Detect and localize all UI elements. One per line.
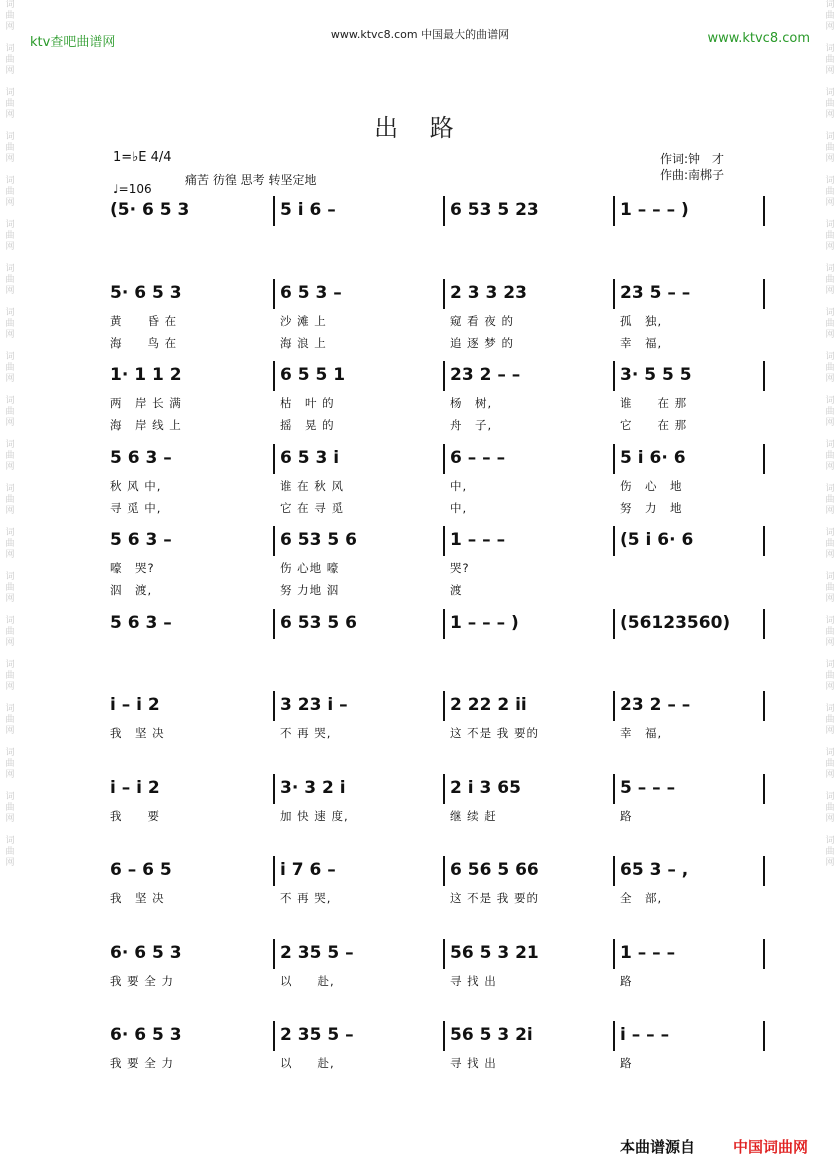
bar-line <box>443 444 445 474</box>
lyric-segment: 路 <box>620 809 633 823</box>
measure: i – – – <box>620 1025 670 1045</box>
bar-line <box>613 691 615 721</box>
measure: 2 35 5 – <box>280 943 354 963</box>
measure: 6· 6 5 3 <box>110 1025 182 1045</box>
measure: 1· 1 1 2 <box>110 365 182 385</box>
bar-line <box>613 609 615 639</box>
measure: 1 – – – ) <box>620 200 689 220</box>
measure: 23 2 – – <box>450 365 521 385</box>
measure: 6 5 3 i <box>280 448 340 468</box>
lyric-segment: 海 浪 上 <box>280 336 327 350</box>
site-header-center: www.ktvc8.com 中国最大的曲谱网 <box>330 28 510 41</box>
bar-line <box>443 691 445 721</box>
lyric-segment: 海 岸 线 上 <box>110 418 182 432</box>
measure: (5· 6 5 3 <box>110 200 190 220</box>
measure: 6 53 5 6 <box>280 530 357 550</box>
bar-line <box>613 361 615 391</box>
measure: 6 53 5 23 <box>450 200 539 220</box>
bar-line <box>763 444 765 474</box>
lyric-segment: 伤 心地 嚎 <box>280 561 340 575</box>
lyric-segment: 努 力地 泅 <box>280 583 340 597</box>
measure: 2 22 2 ii <box>450 695 527 715</box>
lyric-segment: 谁 在 那 <box>620 396 688 410</box>
bar-line <box>443 361 445 391</box>
bar-line <box>443 279 445 309</box>
bar-line <box>273 609 275 639</box>
site-link-right[interactable]: www.ktvc8.com <box>707 31 810 46</box>
lyric-segment: 追 逐 梦 的 <box>450 336 514 350</box>
bar-line <box>273 856 275 886</box>
lyric-segment: 这 不是 我 要的 <box>450 891 539 905</box>
lyric-segment: 路 <box>620 1056 633 1070</box>
measure: 5 6 3 – <box>110 613 172 633</box>
lyric-segment: 以 赴, <box>280 1056 335 1070</box>
lyric-segment: 中, <box>450 501 468 515</box>
measure: 23 2 – – <box>620 695 691 715</box>
lyric-segment: 摇 晃 的 <box>280 418 335 432</box>
measure: 2 3 3 23 <box>450 283 527 303</box>
lyric-segment: 不 再 哭, <box>280 891 332 905</box>
measure: 3 23 i – <box>280 695 348 715</box>
lyric-segment: 寻 觅 中, <box>110 501 162 515</box>
measure: 5 – – – <box>620 778 676 798</box>
measure: 6 5 3 – <box>280 283 342 303</box>
lyric-segment: 它 在 寻 觅 <box>280 501 344 515</box>
measure: 6 56 5 66 <box>450 860 539 880</box>
bar-line <box>763 279 765 309</box>
bar-line <box>763 691 765 721</box>
measure: 23 5 – – <box>620 283 691 303</box>
lyric-segment: 我 要 全 力 <box>110 974 174 988</box>
bar-line <box>613 856 615 886</box>
lyric-segment: 泅 渡, <box>110 583 153 597</box>
lyric-segment: 寻 找 出 <box>450 974 497 988</box>
lyric-segment: 寻 找 出 <box>450 1056 497 1070</box>
measure: 6 53 5 6 <box>280 613 357 633</box>
bar-line <box>763 1021 765 1051</box>
measure: 6· 6 5 3 <box>110 943 182 963</box>
measure: 5· 6 5 3 <box>110 283 182 303</box>
lyric-segment: 努 力 地 <box>620 501 683 515</box>
key-signature: 1=♭E 4/4 <box>113 150 172 165</box>
bar-line <box>613 939 615 969</box>
bar-line <box>613 526 615 556</box>
bar-line <box>273 279 275 309</box>
lyric-segment: 嚎 哭? <box>110 561 155 575</box>
lyric-segment: 哭? <box>450 561 470 575</box>
lyric-segment: 我 要 <box>110 809 160 823</box>
bar-line <box>273 526 275 556</box>
lyric-segment: 两 岸 长 满 <box>110 396 182 410</box>
bar-line <box>273 361 275 391</box>
measure: 6 – 6 5 <box>110 860 172 880</box>
site-link-left[interactable]: ktv查吧曲谱网 <box>30 35 116 50</box>
composer: 作曲:南梆子 <box>660 168 725 182</box>
measure: i 7 6 – <box>280 860 336 880</box>
lyric-segment: 渡 <box>450 583 463 597</box>
lyric-segment: 继 续 赶 <box>450 809 497 823</box>
bar-line <box>273 196 275 226</box>
bar-line <box>763 609 765 639</box>
bar-line <box>763 939 765 969</box>
measure: 56 5 3 2i <box>450 1025 533 1045</box>
measure: 5 i 6 – <box>280 200 336 220</box>
lyric-segment: 路 <box>620 974 633 988</box>
measure: 65 3 – , <box>620 860 689 880</box>
lyric-segment: 海 鸟 在 <box>110 336 178 350</box>
bar-line <box>443 856 445 886</box>
source-site[interactable]: 中国词曲网 <box>732 1138 808 1156</box>
bar-line <box>443 196 445 226</box>
measure: i – i 2 <box>110 778 160 798</box>
bar-line <box>273 1021 275 1051</box>
bar-line <box>443 774 445 804</box>
bar-line <box>613 444 615 474</box>
lyric-segment: 不 再 哭, <box>280 726 332 740</box>
measure: 6 – – – <box>450 448 506 468</box>
measure: i – i 2 <box>110 695 160 715</box>
source-label: 本曲谱源自 <box>619 1138 695 1156</box>
lyric-segment: 全 部, <box>620 891 663 905</box>
lyric-segment: 我 要 全 力 <box>110 1056 174 1070</box>
bar-line <box>273 774 275 804</box>
measure: 2 i 3 65 <box>450 778 521 798</box>
lyric-segment: 孤 独, <box>620 314 663 328</box>
bar-line <box>613 279 615 309</box>
lyric-segment: 以 赴, <box>280 974 335 988</box>
bar-line <box>443 526 445 556</box>
lyric-segment: 秋 风 中, <box>110 479 162 493</box>
lyric-segment: 这 不是 我 要的 <box>450 726 539 740</box>
measure: 5 6 3 – <box>110 448 172 468</box>
lyric-segment: 沙 滩 上 <box>280 314 327 328</box>
lyric-segment: 窥 看 夜 的 <box>450 314 514 328</box>
expression-mark: 痛苦 彷徨 思考 转坚定地 <box>185 173 317 187</box>
bar-line <box>763 361 765 391</box>
lyric-segment: 它 在 那 <box>620 418 688 432</box>
bar-line <box>763 856 765 886</box>
watermark-right: 词 曲 网 词 曲 网 词 曲 网 词 曲 网 词 曲 网 词 曲 网 词 曲 网 词 曲 网 词 曲 网 词 曲 网 词 曲 网 词 曲 网 词 曲 网 词 曲 网 词 曲 网 词 曲 网 词 曲 网 词 曲 网 词 曲 网 词 曲 网 <box>825 0 835 868</box>
lyric-segment: 黄 昏 在 <box>110 314 178 328</box>
lyric-segment: 我 坚 决 <box>110 891 165 905</box>
measure: 1 – – – ) <box>450 613 519 633</box>
lyric-segment: 我 坚 决 <box>110 726 165 740</box>
song-title: 出 路 <box>374 114 466 142</box>
lyric-segment: 杨 树, <box>450 396 493 410</box>
bar-line <box>763 774 765 804</box>
bar-line <box>443 1021 445 1051</box>
bar-line <box>443 609 445 639</box>
bar-line <box>763 196 765 226</box>
lyric-segment: 舟 子, <box>450 418 493 432</box>
lyricist: 作词:钟 才 <box>660 152 725 166</box>
measure: 1 – – – <box>450 530 506 550</box>
measure: 6 5 5 1 <box>280 365 346 385</box>
measure: 3· 5 5 5 <box>620 365 692 385</box>
tempo-mark: ♩=106 <box>113 182 152 196</box>
lyric-segment: 幸 福, <box>620 726 663 740</box>
bar-line <box>763 526 765 556</box>
watermark-left: 词 曲 网 词 曲 网 词 曲 网 词 曲 网 词 曲 网 词 曲 网 词 曲 网 词 曲 网 词 曲 网 词 曲 网 词 曲 网 词 曲 网 词 曲 网 词 曲 网 词 曲 网 词 曲 网 词 曲 网 词 曲 网 词 曲 网 词 曲 网 <box>5 0 15 868</box>
bar-line <box>273 444 275 474</box>
measure: 56 5 3 21 <box>450 943 539 963</box>
measure: 3· 3 2 i <box>280 778 346 798</box>
bar-line <box>613 196 615 226</box>
measure: (5 i 6· 6 <box>620 530 694 550</box>
lyric-segment: 中, <box>450 479 468 493</box>
measure: (56123560) <box>620 613 731 633</box>
bar-line <box>613 774 615 804</box>
bar-line <box>273 939 275 969</box>
measure: 5 6 3 – <box>110 530 172 550</box>
bar-line <box>613 1021 615 1051</box>
bar-line <box>273 691 275 721</box>
lyric-segment: 幸 福, <box>620 336 663 350</box>
measure: 1 – – – <box>620 943 676 963</box>
lyric-segment: 谁 在 秋 风 <box>280 479 344 493</box>
lyric-segment: 加 快 速 度, <box>280 809 349 823</box>
measure: 5 i 6· 6 <box>620 448 686 468</box>
lyric-segment: 伤 心 地 <box>620 479 683 493</box>
credits <box>660 151 724 183</box>
bar-line <box>443 939 445 969</box>
lyric-segment: 枯 叶 的 <box>280 396 335 410</box>
measure: 2 35 5 – <box>280 1025 354 1045</box>
